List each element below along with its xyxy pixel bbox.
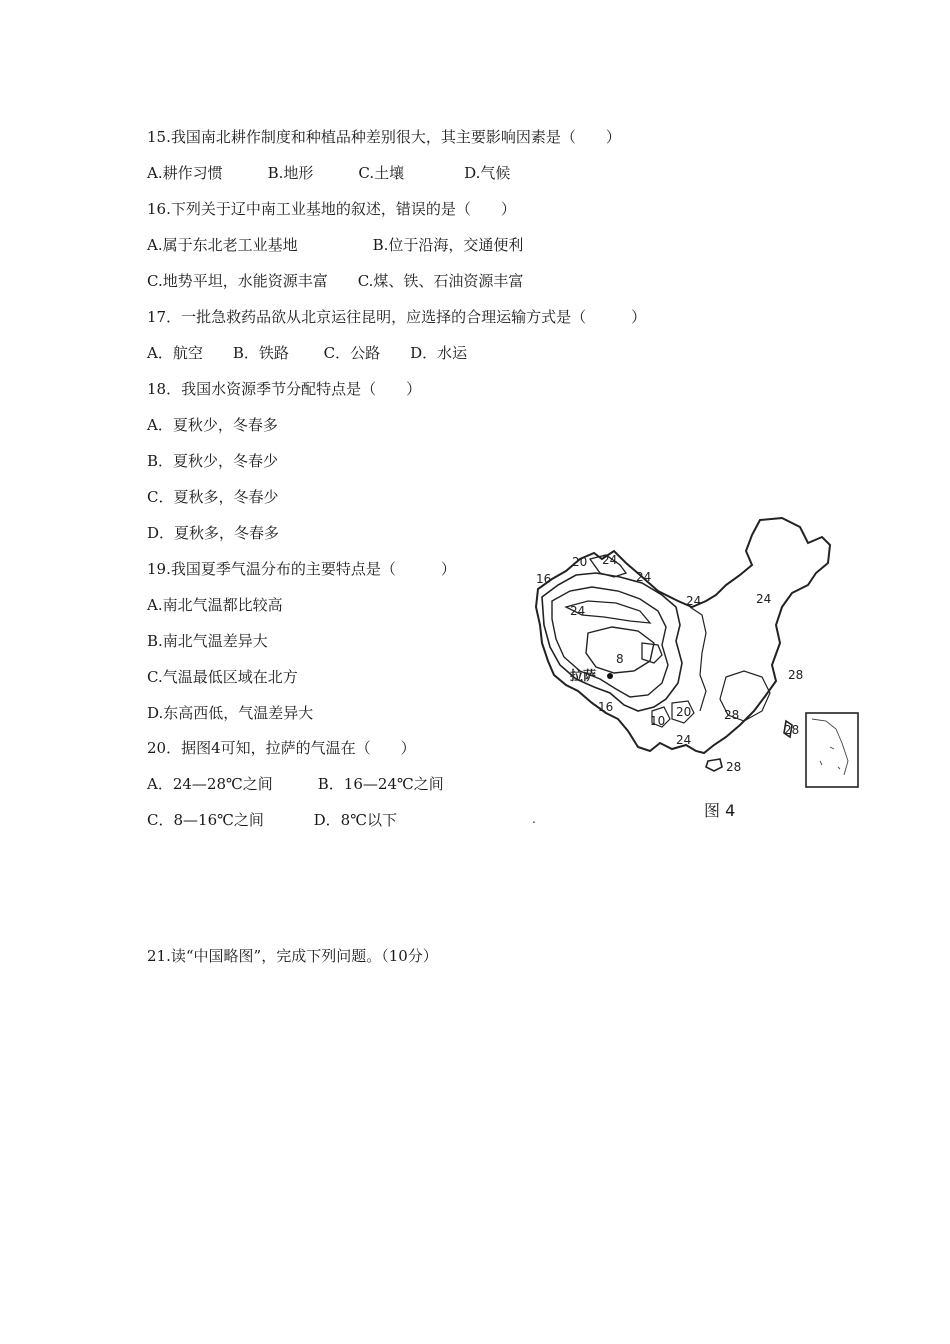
isotherm-label: 28 — [724, 708, 740, 722]
isotherm-label: 20 — [572, 555, 588, 569]
isotherm-label: 24 — [756, 592, 772, 606]
inset-coast — [812, 719, 848, 775]
china-map-figure — [530, 515, 865, 790]
q17-text: 17．一批急救药品欲从北京运往昆明，应选择的合理运输方式是（ ） — [147, 308, 647, 326]
q19-option-a: A.南北气温都比较高 — [147, 596, 283, 614]
q15-text: 15.我国南北耕作制度和种植品种差别很大，其主要影响因素是（ ） — [147, 128, 621, 146]
q19-option-c: C.气温最低区域在北方 — [147, 668, 298, 686]
china-isotherm-map — [530, 515, 865, 790]
isotherm-label: 8 — [616, 652, 624, 666]
isotherm-label: 20 — [676, 705, 692, 719]
south-china-sea-inset — [806, 713, 858, 787]
q19-option-d: D.东高西低，气温差异大 — [147, 704, 314, 722]
q20-options-row1: A．24—28℃之间 B．16—24℃之间 — [147, 775, 444, 793]
q18-text: 18．我国水资源季节分配特点是（ ） — [147, 380, 422, 398]
q20-options-row2: C．8—16℃之间 D．8℃以下 — [147, 811, 398, 829]
q20-text: 20．据图4可知，拉萨的气温在（ ） — [147, 739, 416, 757]
isotherm-label: 28 — [788, 668, 804, 682]
q21-text: 21.读“中国略图”，完成下列问题。（10分） — [147, 947, 438, 965]
q16-options-row2: C.地势平坦，水能资源丰富 C.煤、铁、石油资源丰富 — [147, 272, 524, 290]
q18-option-c: C．夏秋多，冬春少 — [147, 488, 279, 506]
isotherm-label: 28 — [726, 760, 742, 774]
isotherm-label: 10 — [650, 714, 666, 728]
city-label-lhasa: 拉萨 — [570, 669, 597, 684]
q19-option-b: B.南北气温差异大 — [147, 632, 268, 650]
q18-option-d: D．夏秋多，冬春多 — [147, 524, 280, 542]
q15-options: A.耕作习惯 B.地形 C.土壤 D.气候 — [147, 164, 511, 182]
isotherm-label: 28 — [784, 723, 800, 737]
q16-options-row1: A.属于东北老工业基地 B.位于沿海，交通便利 — [147, 236, 524, 254]
isotherm-label: 24 — [636, 570, 652, 584]
isotherm-8 — [586, 627, 654, 673]
isotherm-label: 24 — [570, 604, 586, 618]
figure-caption: 图 4 — [704, 801, 736, 820]
isotherm-label: 16 — [536, 572, 552, 586]
lhasa-dot — [607, 673, 613, 679]
q18-option-b: B．夏秋少，冬春少 — [147, 452, 279, 470]
isotherm-24-east — [690, 607, 706, 711]
isotherm-label: 16 — [598, 700, 614, 714]
isotherm-label: 24 — [602, 553, 618, 567]
isotherm-label: 24 — [676, 733, 692, 747]
hainan-island — [706, 759, 722, 771]
isotherm-label: 24 — [686, 594, 702, 608]
q18-option-a: A．夏秋少，冬春多 — [147, 416, 278, 434]
q17-options: A．航空 B．铁路 C．公路 D．水运 — [147, 344, 468, 362]
stray-dot: . — [532, 812, 536, 826]
q19-text: 19.我国夏季气温分布的主要特点是（ ） — [147, 560, 456, 578]
q16-text: 16.下列关于辽中南工业基地的叙述，错误的是（ ） — [147, 200, 516, 218]
isotherm-24-west — [542, 573, 682, 711]
